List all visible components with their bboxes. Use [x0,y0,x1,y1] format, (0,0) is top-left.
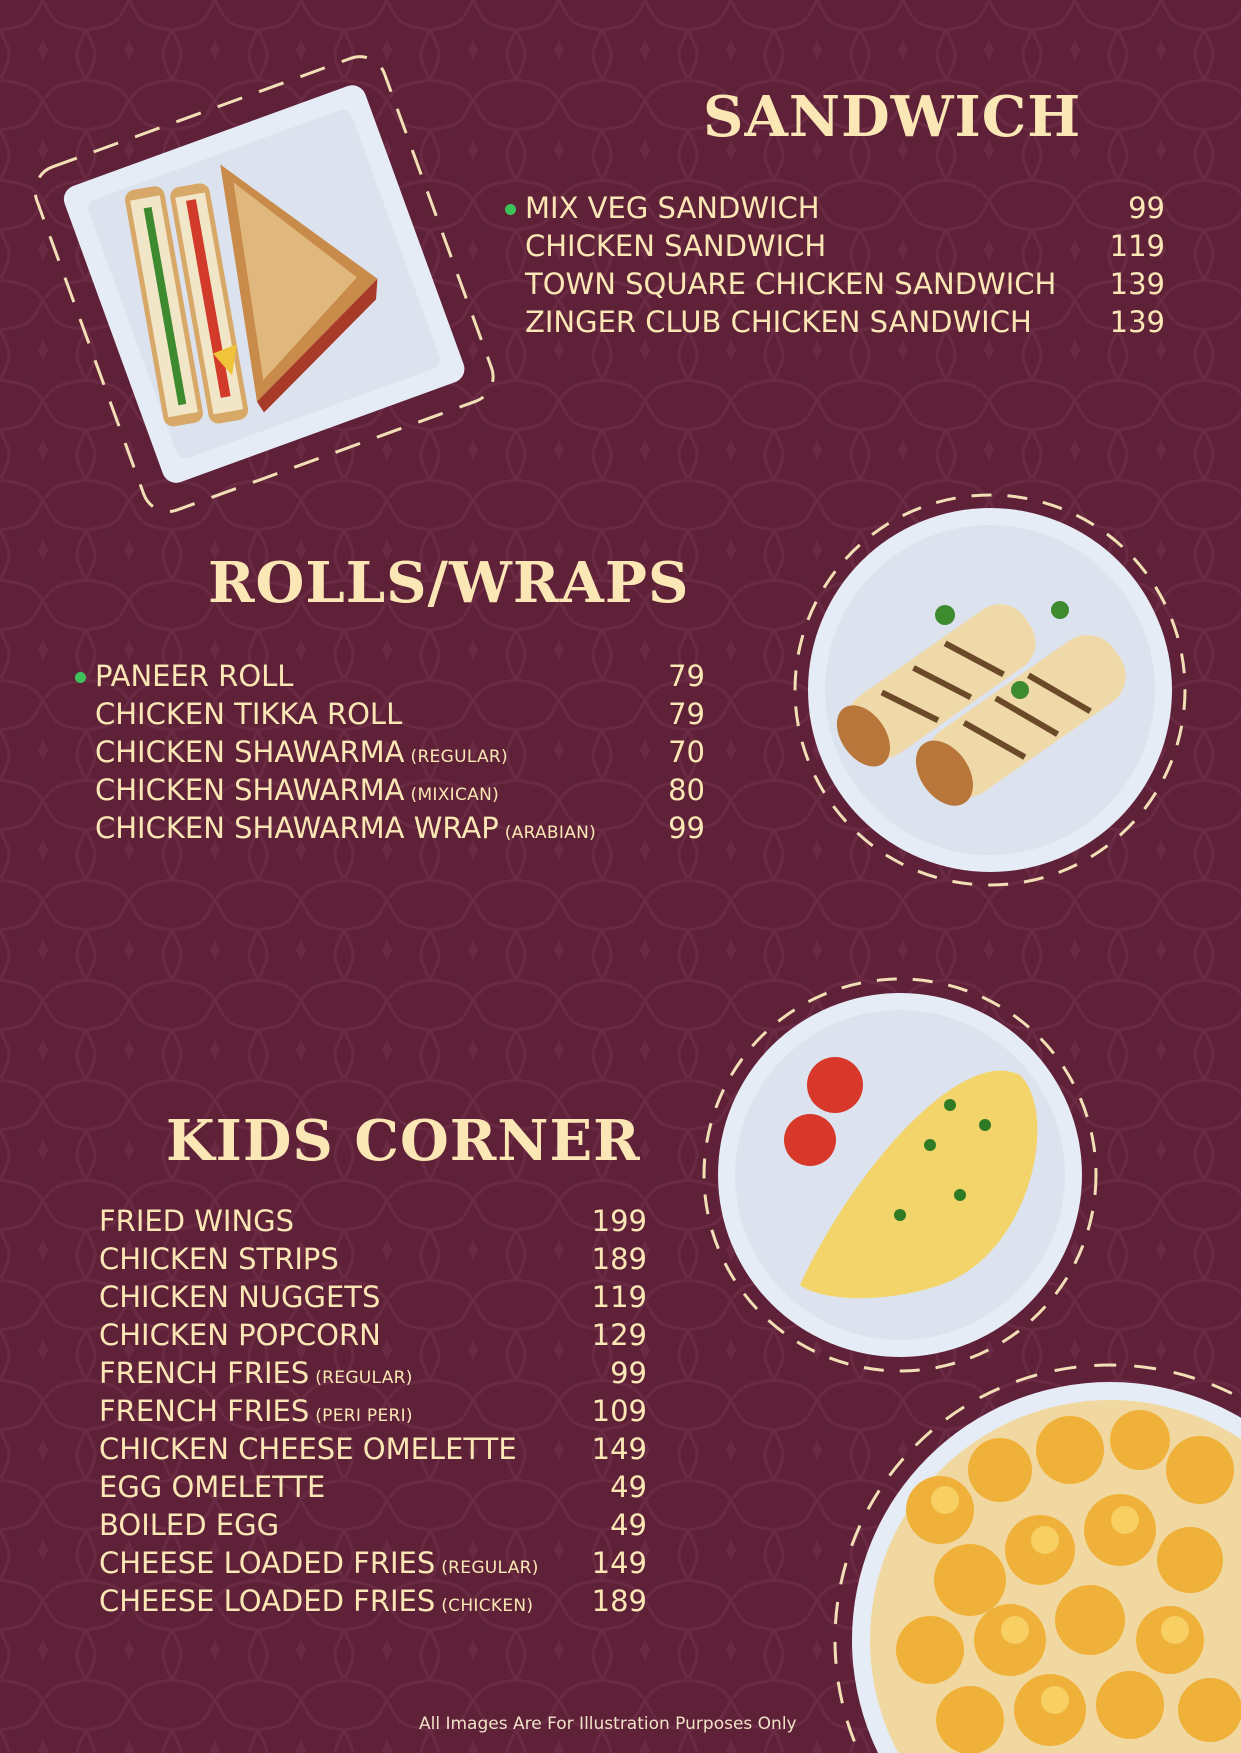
item-name-text: CHEESE LOADED FRIES [99,1584,436,1618]
item-price: 199 [591,1204,647,1238]
item-price: 149 [591,1432,647,1466]
item-price: 189 [591,1584,647,1618]
item-name [99,1356,413,1390]
menu-item [99,1470,647,1508]
item-price: 189 [591,1242,647,1276]
item-note: (REGULAR) [410,747,508,767]
item-price: 49 [610,1508,647,1542]
menu-item [525,267,1165,305]
item-name-text: CHICKEN SHAWARMA [95,735,405,769]
item-price: 99 [1128,191,1165,225]
footer-disclaimer: All Images Are For Illustration Purposes Only [419,1714,797,1734]
item-name [95,735,508,769]
veg-dot [505,204,516,215]
item-name: CHICKEN POPCORN [99,1318,381,1352]
rolls-list [95,659,705,849]
item-price: 119 [1109,229,1165,263]
item-note: (REGULAR) [315,1368,413,1388]
menu-item [525,229,1165,267]
item-name: CHICKEN SANDWICH [525,229,827,263]
item-price: 149 [591,1546,647,1580]
menu-item [99,1584,647,1622]
menu-item [525,191,1165,229]
kids-title: KIDS CORNER [166,1108,641,1174]
menu-item [99,1356,647,1394]
item-price: 139 [1109,267,1165,301]
item-note: (MIXICAN) [410,785,500,805]
sandwich-title: SANDWICH [703,84,1082,150]
item-name-text: CHICKEN SHAWARMA WRAP [95,811,499,845]
item-name: TOWN SQUARE CHICKEN SANDWICH [525,267,1057,301]
menu-item [99,1546,647,1584]
menu-item [99,1508,647,1546]
item-name [99,1394,413,1428]
menu-item [525,305,1165,343]
item-price: 99 [668,811,705,845]
item-name: CHICKEN STRIPS [99,1242,339,1276]
item-name: BOILED EGG [99,1508,280,1542]
item-price: 80 [668,773,705,807]
menu-item [95,735,705,773]
item-name [99,1546,539,1580]
item-name: CHICKEN CHEESE OMELETTE [99,1432,517,1466]
item-name: PANEER ROLL [95,659,294,693]
item-price: 49 [610,1470,647,1504]
item-name [99,1584,533,1618]
item-name: CHICKEN NUGGETS [99,1280,381,1314]
menu-item [99,1204,647,1242]
menu-item [99,1318,647,1356]
menu-item [99,1432,647,1470]
item-price: 139 [1109,305,1165,339]
item-note: (REGULAR) [441,1558,539,1578]
menu-item [95,659,705,697]
menu-item [99,1280,647,1318]
veg-dot [75,672,86,683]
item-price: 129 [591,1318,647,1352]
popcorn-bowl-icon [820,1350,1241,1753]
omelette-plate-icon [700,975,1100,1375]
item-name-text: FRENCH FRIES [99,1394,310,1428]
item-name: MIX VEG SANDWICH [525,191,820,225]
item-name-text: CHEESE LOADED FRIES [99,1546,436,1580]
item-name: ZINGER CLUB CHICKEN SANDWICH [525,305,1032,339]
item-name-text: CHICKEN SHAWARMA [95,773,405,807]
sandwich-plate-icon [28,45,508,515]
item-price: 79 [668,659,705,693]
item-name [95,773,499,807]
sandwich-list [525,191,1165,343]
item-price: 70 [668,735,705,769]
item-name [95,811,596,845]
wraps-plate-icon [790,490,1190,890]
menu-item [95,773,705,811]
item-price: 99 [610,1356,647,1390]
menu-item [99,1242,647,1280]
item-price: 109 [591,1394,647,1428]
item-note: (ARABIAN) [504,823,597,843]
kids-list [99,1204,647,1622]
item-name: FRIED WINGS [99,1204,295,1238]
item-price: 79 [668,697,705,731]
item-name-text: FRENCH FRIES [99,1356,310,1390]
item-price: 119 [591,1280,647,1314]
item-name: CHICKEN TIKKA ROLL [95,697,403,731]
item-note: (PERI PERI) [315,1406,413,1426]
menu-item [95,697,705,735]
rolls-title: ROLLS/WRAPS [208,550,690,616]
menu-item [99,1394,647,1432]
item-name: EGG OMELETTE [99,1470,326,1504]
menu-item [95,811,705,849]
item-note: (CHICKEN) [441,1596,534,1616]
